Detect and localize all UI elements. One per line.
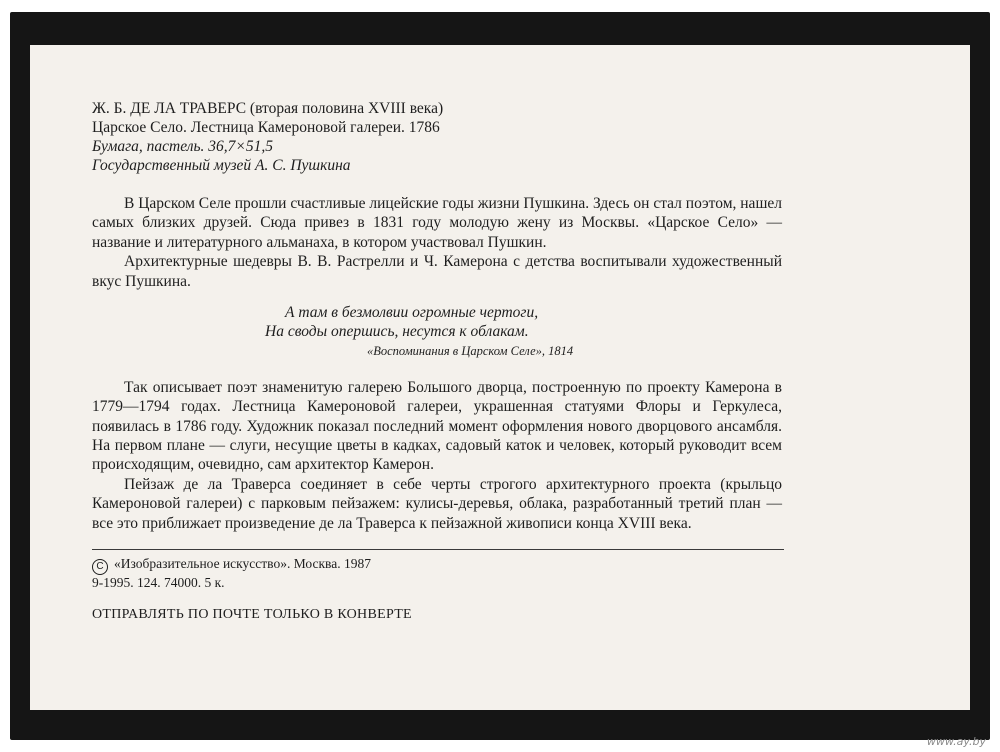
artwork-title: Царское Село. Лестница Камероновой галереи. 1786 — [92, 119, 440, 136]
copyright-icon: C — [92, 559, 108, 575]
description-block-2 — [92, 378, 782, 533]
description-block-1 — [92, 194, 782, 291]
card-content — [92, 99, 782, 624]
poem-quote — [265, 303, 782, 360]
paragraph-3: Так описывает поэт знаменитую галерею Большого дворца, построенную по проекту Камерона в 1779—1794 годах. Лестница Камероновой галереи, украшенная статуями Флоры и Геркулеса, появилась в 1786 году. Художник показал последний момент оформления нового дворцового ансамбля. На первом плане — слуги, несущие цветы в кадках, садовый каток и человек, который руководит всем происходящим, очевидно, сам архитектор Камерон. — [92, 378, 782, 474]
paragraph-1: В Царском Селе прошли счастливые лицейские годы жизни Пушкина. Здесь он стал поэтом, нашел самых близких друзей. Сюда привез в 1831 году молодую жену из Москвы. «Царское Село» — название и литературного альманаха, в котором участвовал Пушкин. — [92, 195, 782, 251]
imprint — [92, 556, 782, 591]
poem-line-2: На своды опершись, несутся к облакам. — [265, 323, 529, 341]
publisher-text: «Изобразительное искусство». Москва. 1987 — [114, 556, 371, 572]
artwork-collection: Государственный музей А. С. Пушкина — [92, 157, 351, 174]
divider-line — [92, 549, 784, 550]
artwork-medium: Бумага, пастель. 36,7×51,5 — [92, 138, 273, 155]
print-info: 9-1995. 124. 74000. 5 к. — [92, 575, 225, 591]
poem-line-1: А там в безмолвии огромные чертоги, — [285, 304, 539, 322]
poem-source: «Воспоминания в Царском Селе», 1814 — [367, 343, 574, 358]
publisher-line — [92, 556, 782, 575]
postcard-back — [30, 45, 970, 710]
artist-title: Ж. Б. ДЕ ЛА ТРАВЕРС (вторая половина XVIII века) — [92, 100, 444, 117]
paragraph-4: Пейзаж де ла Траверса соединяет в себе черты строгого архитектурного проекта (крыльцо Камероновой галереи) с парковым пейзажем: кулисы-деревья, облака, разработанный третий план — все это приближает произведение де ла Траверса к пейзажной живописи конца XVIII века. — [92, 475, 782, 532]
mailing-note: ОТПРАВЛЯТЬ ПО ПОЧТЕ ТОЛЬКО В КОНВЕРТЕ — [92, 607, 412, 623]
site-watermark: www.ay.by — [926, 735, 986, 748]
paragraph-2: Архитектурные шедевры В. В. Растрелли и Ч. Камерона с детства воспитывали художественный вкус Пушкина. — [92, 253, 782, 290]
